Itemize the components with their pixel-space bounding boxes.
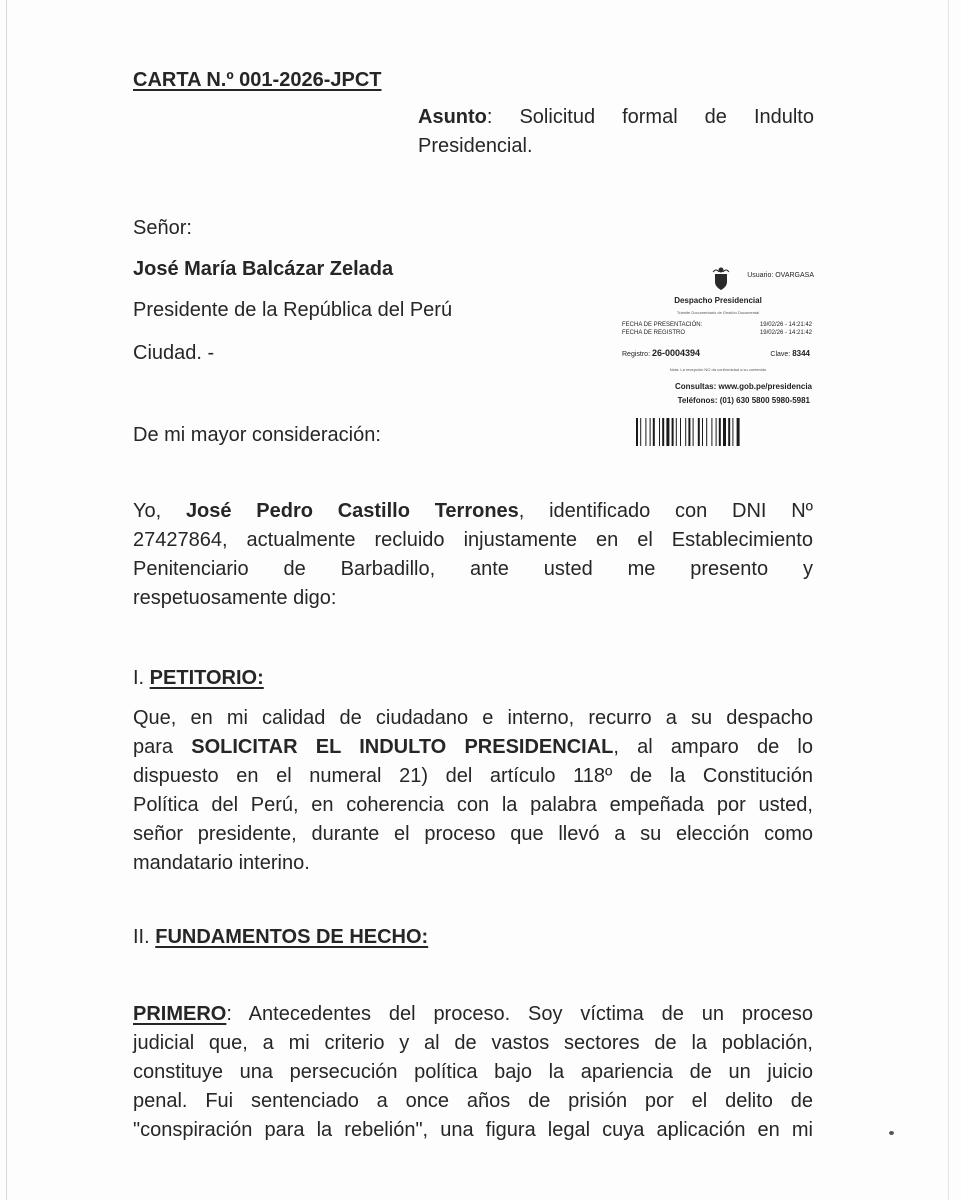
barcode-bar bbox=[659, 418, 660, 446]
barcode-bar bbox=[693, 418, 694, 446]
addressee-name: José María Balcázar Zelada bbox=[133, 258, 394, 280]
primero-text: : Antecedentes del proceso. Soy víctima de un proceso bbox=[226, 1003, 813, 1025]
stamp-registration-label: FECHA DE REGISTRO bbox=[622, 330, 686, 336]
stamp-key bbox=[770, 349, 810, 358]
stamp-user: Usuario: OVARGASA bbox=[747, 272, 814, 279]
addressee-title: Presidente de la República del Perú bbox=[133, 299, 453, 321]
barcode-bar bbox=[650, 418, 651, 446]
subject-text: : Solicitud formal de Indulto bbox=[486, 106, 814, 128]
intro-text: , identificado con DNI Nº bbox=[518, 500, 813, 522]
stamp-registration-value: 19/02/26 - 14:21:42 bbox=[759, 330, 812, 336]
barcode-bar bbox=[662, 418, 664, 446]
intro-line: Penitenciario de Barbadillo, ante usted me presento y bbox=[133, 558, 813, 580]
barcode-bar bbox=[723, 418, 726, 446]
page-edge-right bbox=[948, 0, 949, 1200]
stamp-note: Nota: La recepción NO da conformidad a su contenido bbox=[669, 367, 767, 372]
salutation: Señor: bbox=[133, 217, 192, 239]
section-heading-petitorio bbox=[133, 664, 264, 693]
primero-label: PRIMERO bbox=[133, 1003, 227, 1025]
subject-label: Asunto bbox=[418, 106, 487, 128]
section-numeral: I. bbox=[133, 667, 150, 689]
barcode-bar bbox=[645, 418, 646, 446]
stamp-consult: Consultas: www.gob.pe/presidencia bbox=[674, 382, 812, 391]
greeting: De mi mayor consideración: bbox=[133, 424, 381, 446]
stamp-key-label: Clave: bbox=[770, 351, 791, 358]
barcode-bar bbox=[676, 418, 677, 446]
primero-line: "conspiración para la rebelión", una figura legal cuya aplicación en mi bbox=[133, 1119, 813, 1141]
petitorio-text: , al amparo de lo bbox=[613, 736, 813, 758]
stamp-presentation-label: FECHA DE PRESENTACIÓN: bbox=[622, 322, 703, 328]
primero-paragraph bbox=[133, 1000, 813, 1145]
sender-name: José Pedro Castillo Terrones bbox=[185, 500, 519, 522]
barcode-bar bbox=[719, 418, 721, 446]
subject-block bbox=[418, 103, 814, 161]
barcode-bar bbox=[711, 418, 712, 446]
primero-line: constituye una persecución política bajo la apariencia de un juicio bbox=[133, 1061, 813, 1083]
barcode-bar bbox=[688, 418, 690, 446]
barcode-bar bbox=[636, 418, 638, 446]
barcode-bar bbox=[732, 418, 733, 446]
intro-text: Yo, bbox=[133, 500, 186, 522]
stamp-office-sub: Trámite Documentario de Gestión Documental bbox=[676, 310, 760, 315]
barcode-bar bbox=[702, 418, 703, 446]
primero-line: penal. Fui sentenciado a once años de prisión por el delito de bbox=[133, 1090, 813, 1112]
stamp-office: Despacho Presidencial bbox=[674, 296, 762, 305]
barcode-bar bbox=[640, 418, 641, 446]
stamp-register bbox=[622, 348, 700, 358]
barcode-bar bbox=[698, 418, 700, 446]
petitorio-line: señor presidente, durante el proceso que llevó a su elección como bbox=[133, 823, 813, 845]
barcode-bar bbox=[728, 418, 730, 446]
barcode-bar bbox=[685, 418, 686, 446]
petitorio-line: Que, en mi calidad de ciudadano e interno, recurro a su despacho bbox=[133, 707, 813, 729]
addressee-city: Ciudad. - bbox=[133, 342, 215, 364]
barcode-bar bbox=[680, 418, 681, 446]
primero-line: judicial que, a mi criterio y al de vastos sectores de la población, bbox=[133, 1032, 813, 1054]
stamp-key-value: 8344 bbox=[792, 349, 810, 358]
intro-line: respetuosamente digo: bbox=[133, 587, 337, 609]
page-edge-left bbox=[6, 0, 7, 1200]
petitorio-line: dispuesto en el numeral 21) del artículo 118º de la Constitución bbox=[133, 765, 813, 787]
barcode-bar bbox=[666, 418, 669, 446]
stamp-register-label: Registro: bbox=[622, 351, 651, 358]
coat-of-arms-icon bbox=[712, 266, 730, 292]
barcode-bar bbox=[653, 418, 655, 446]
barcode-bar bbox=[672, 418, 674, 446]
section-title: FUNDAMENTOS DE HECHO: bbox=[155, 926, 429, 948]
stamp-phones: Teléfonos: (01) 630 5800 5980-5981 bbox=[677, 396, 810, 405]
petitorio-text: para bbox=[133, 736, 192, 758]
intro-paragraph bbox=[133, 497, 813, 613]
petitorio-request: SOLICITAR EL INDULTO PRESIDENCIAL bbox=[191, 736, 614, 758]
intro-line: 27427864, actualmente recluido injustamente en el Establecimiento bbox=[133, 529, 813, 551]
barcode-icon bbox=[636, 418, 812, 446]
petitorio-line: mandatario interino. bbox=[133, 852, 310, 874]
petitorio-line: Política del Perú, en coherencia con la palabra empeñada por usted, bbox=[133, 794, 813, 816]
barcode-bar bbox=[716, 418, 717, 446]
reception-stamp bbox=[622, 262, 814, 448]
stamp-presentation-value: 19/02/26 - 14:21:42 bbox=[759, 322, 812, 328]
stamp-register-value: 26-0004394 bbox=[651, 348, 701, 358]
petitorio-paragraph bbox=[133, 704, 813, 878]
scan-speck bbox=[889, 1131, 894, 1135]
section-title: PETITORIO: bbox=[149, 667, 264, 689]
barcode-bar bbox=[737, 418, 740, 446]
letter-number: CARTA N.º 001-2026-JPCT bbox=[133, 69, 382, 91]
section-numeral: II. bbox=[133, 926, 156, 948]
subject-text-line2: Presidencial. bbox=[418, 135, 533, 157]
barcode-bar bbox=[706, 418, 707, 446]
section-heading-fundamentos bbox=[133, 923, 428, 952]
